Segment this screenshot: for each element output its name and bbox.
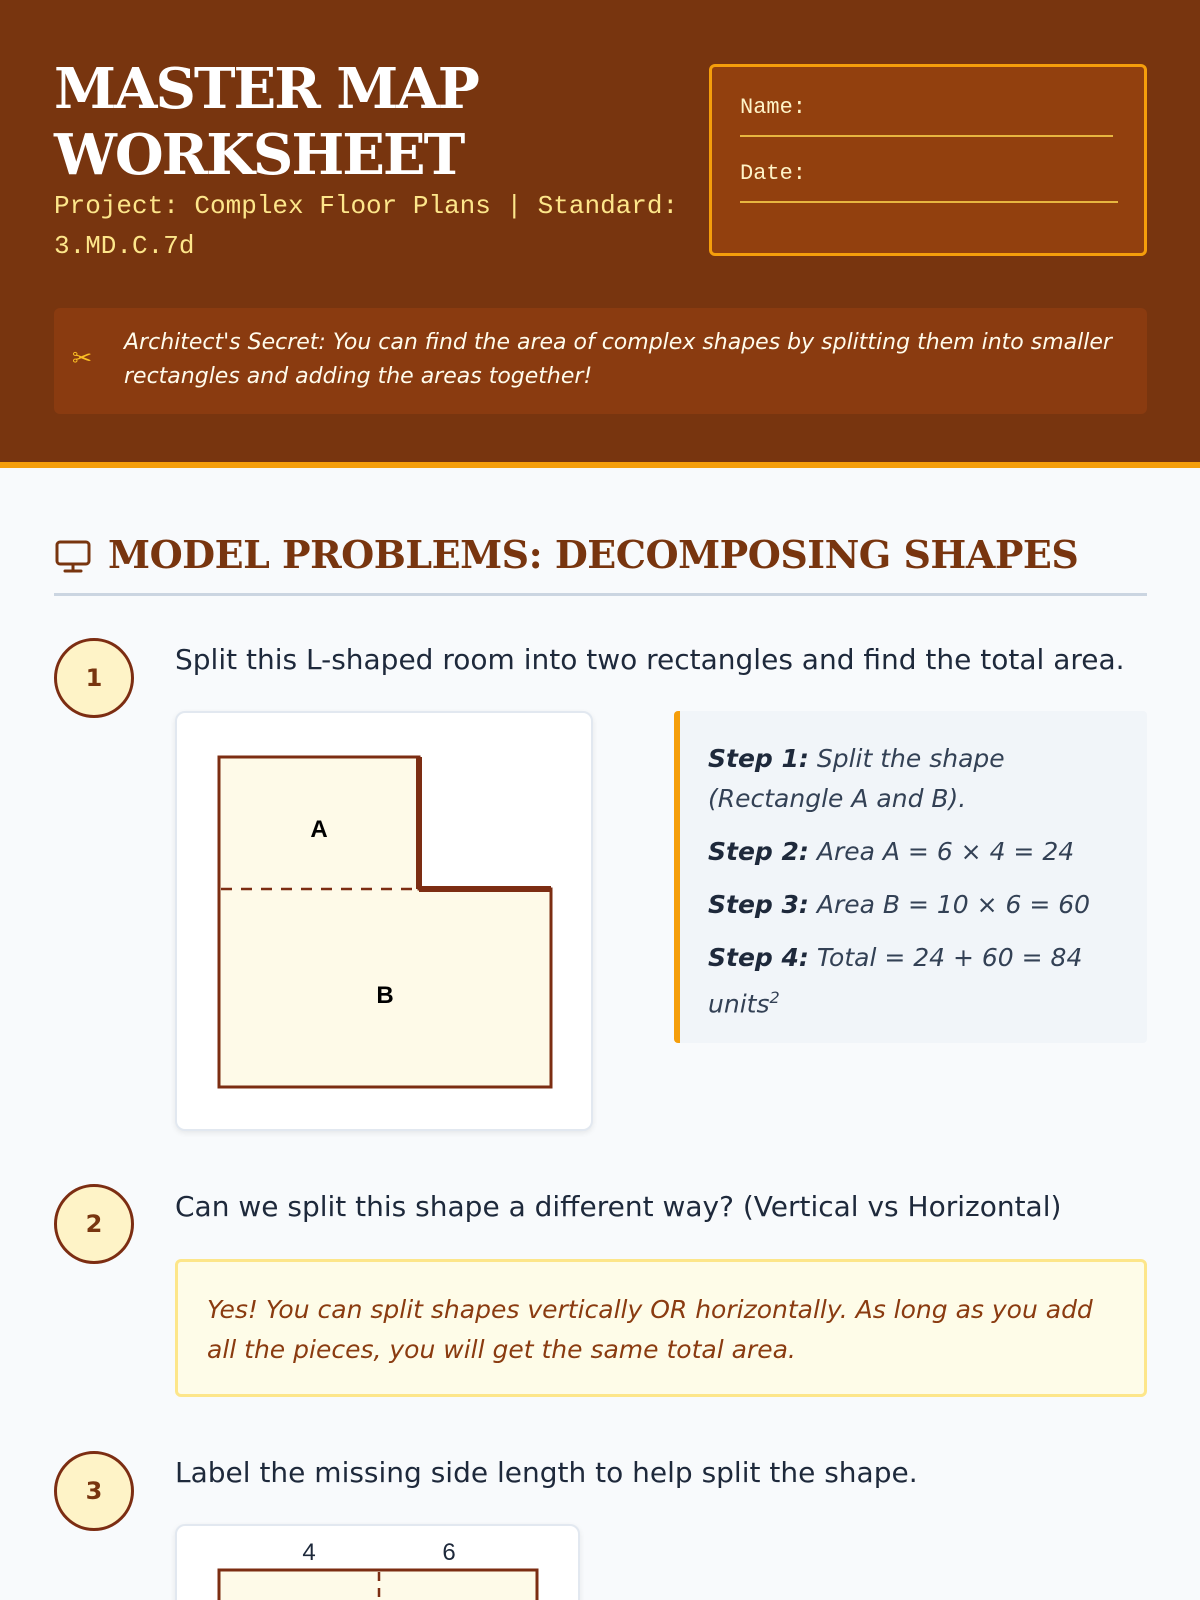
monitor-icon xyxy=(54,537,92,575)
answer-box: Yes! You can split shapes vertically OR horizontally. As long as you add all the pieces, you will get the same total area. xyxy=(175,1259,1147,1397)
name-write-line[interactable] xyxy=(740,135,1113,137)
problem-number-badge: 3 xyxy=(54,1451,134,1531)
date-label: Date: xyxy=(740,161,807,186)
exponent: 2 xyxy=(769,988,780,1007)
step-2 xyxy=(708,832,1121,872)
step-1 xyxy=(708,739,1121,819)
l-shape-diagram xyxy=(177,713,593,1131)
step-label: Step 1: xyxy=(708,744,809,773)
problem-number-badge: 1 xyxy=(54,638,134,718)
rectangle-b-label: B xyxy=(376,982,394,1009)
step-text: Split the shape (Rectangle A and B). xyxy=(708,744,1005,813)
title-line-1: MASTER MAP xyxy=(54,56,478,122)
section-title: MODEL PROBLEMS: DECOMPOSING SHAPES xyxy=(108,532,1079,577)
step-text: Total = 24 + 60 = 84 units xyxy=(708,943,1083,1019)
step-label: Step 3: xyxy=(708,890,809,919)
step-text: Area A = 6 × 4 = 24 xyxy=(808,837,1075,866)
step-label: Step 2: xyxy=(708,837,809,866)
project-subtitle: Project: Complex Floor Plans | Standard: 3.MD.C.7d xyxy=(54,191,679,261)
problem-number-badge: 2 xyxy=(54,1184,134,1264)
problem-question: Split this L-shaped room into two rectangles and find the total area. xyxy=(175,643,1125,676)
l-shape-room xyxy=(219,757,551,1087)
worksheet-header xyxy=(0,0,1200,468)
problem-question: Can we split this shape a different way? (Vertical vs Horizontal) xyxy=(175,1190,1062,1223)
solution-steps xyxy=(674,711,1147,1043)
architect-tip xyxy=(54,308,1147,414)
title-line-2: WORKSHEET xyxy=(54,122,464,188)
step-label: Step 4: xyxy=(708,943,809,972)
top-left-length: 4 xyxy=(302,1539,316,1566)
tip-text: Architect's Secret: You can find the area of complex shapes by splitting them into smaller rectangles and adding the areas together! xyxy=(124,330,1112,389)
step-text: Area B = 10 × 6 = 60 xyxy=(808,890,1091,919)
step-3 xyxy=(708,885,1121,925)
l-shape-figure-card xyxy=(175,711,593,1131)
date-field[interactable] xyxy=(740,159,1116,225)
page-title xyxy=(54,56,694,188)
date-write-line[interactable] xyxy=(740,201,1118,203)
top-right-length: 6 xyxy=(442,1539,456,1566)
scissors-icon: ✂ xyxy=(72,344,93,372)
missing-side-diagram xyxy=(177,1526,580,1600)
name-label: Name: xyxy=(740,95,807,120)
section-heading xyxy=(54,530,1147,596)
problem-question: Label the missing side length to help split the shape. xyxy=(175,1456,918,1489)
rectangle-a-label: A xyxy=(310,816,328,843)
step-4 xyxy=(708,938,1121,1024)
name-field[interactable] xyxy=(740,93,1116,159)
name-date-box xyxy=(709,64,1147,256)
missing-side-figure-card xyxy=(175,1524,580,1600)
